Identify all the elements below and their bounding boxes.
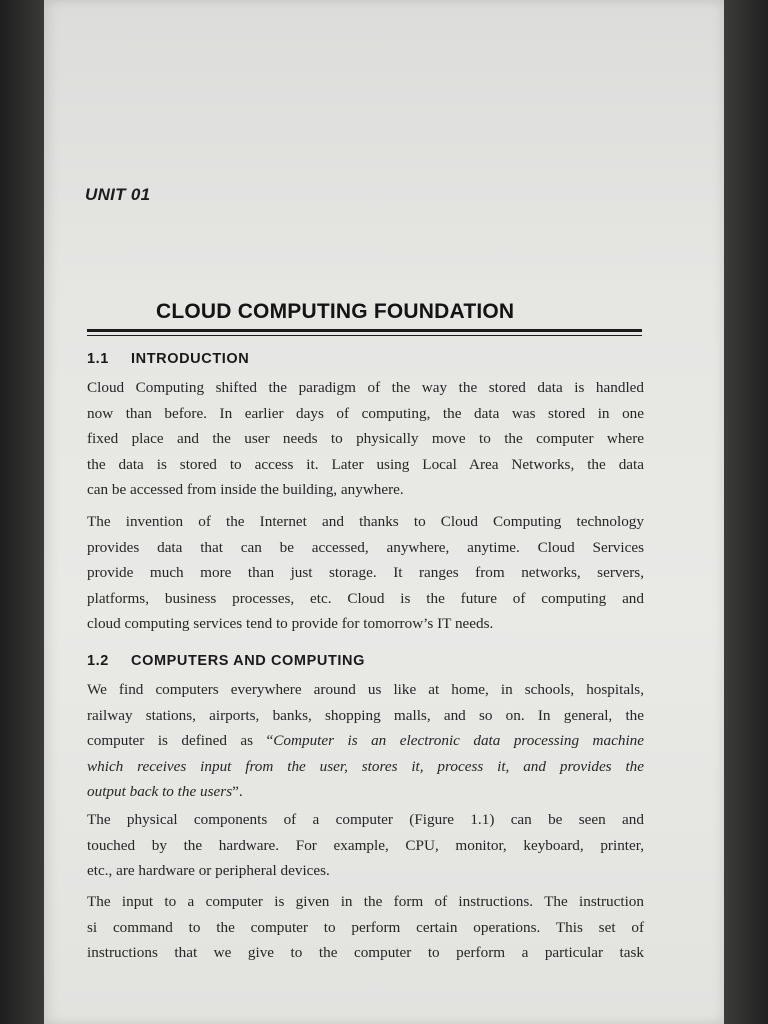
chapter-title: CLOUD COMPUTING FOUNDATION	[156, 300, 515, 323]
text-line	[87, 754, 644, 780]
text-line	[87, 728, 644, 754]
section-title: COMPUTERS AND COMPUTING	[131, 653, 365, 669]
text-line: The invention of the Internet and thanks to Cloud Computing technology	[87, 513, 644, 530]
title-rule-thick	[87, 329, 642, 332]
section-number: 1.2	[87, 653, 109, 669]
text-line: The input to a computer is given in the form of instructions. The instruction	[87, 893, 644, 910]
text-plain: ”.	[232, 783, 243, 801]
text-line: Cloud Computing shifted the paradigm of the way the stored data is handled	[87, 379, 644, 396]
text-line: touched by the hardware. For example, CPU, monitor, keyboard, printer,	[87, 836, 644, 854]
section-heading-introduction	[87, 351, 249, 367]
book-page	[44, 0, 724, 1024]
text-line: instructions that we give to the computer to perform a particular task	[87, 944, 644, 962]
text-line: the data is stored to access it. Later using Local Area Networks, the data	[87, 455, 644, 473]
text-line: The physical components of a computer (Figure 1.1) can be seen and	[87, 811, 644, 828]
paragraph-introduction-2	[87, 509, 644, 637]
text-line: now than before. In earlier days of computing, the data was stored in one	[87, 404, 644, 422]
paragraph-computers-2	[87, 807, 644, 884]
text-line: provides data that can be accessed, anywhere, anytime. Cloud Services	[87, 538, 644, 556]
text-line: fixed place and the user needs to physically move to the computer where	[87, 430, 644, 448]
text-line: cloud computing services tend to provide for tomorrow’s IT needs.	[87, 615, 494, 633]
definition-quote: output back to the users	[87, 783, 233, 801]
text-line: We find computers everywhere around us like at home, in schools, hospitals,	[87, 681, 644, 698]
text-plain: computer is defined as “	[87, 732, 274, 750]
section-heading-computers	[87, 653, 365, 669]
title-rule-thin	[87, 335, 642, 336]
left-background	[0, 0, 44, 1024]
text-line	[87, 779, 644, 805]
section-title: INTRODUCTION	[131, 351, 250, 367]
text-line: can be accessed from inside the building, anywhere.	[87, 481, 404, 499]
text-line: provide much more than just storage. It ranges from networks, servers,	[87, 564, 644, 582]
paragraph-computers-1	[87, 677, 644, 805]
definition-quote: which receives input from the user, stores it, process it, and provides the	[87, 757, 644, 775]
paragraph-introduction-1	[87, 375, 644, 503]
definition-quote: Computer is an electronic data processing machine	[273, 732, 644, 750]
section-number: 1.1	[87, 351, 109, 367]
paragraph-computers-3	[87, 889, 644, 966]
text-line: etc., are hardware or peripheral devices.	[87, 862, 330, 880]
text-line: si command to the computer to perform certain operations. This set of	[87, 918, 644, 936]
text-line: platforms, business processes, etc. Cloud is the future of computing and	[87, 589, 644, 607]
unit-label: UNIT 01	[85, 185, 151, 204]
right-background	[724, 0, 768, 1024]
text-line: railway stations, airports, banks, shopping malls, and so on. In general, the	[87, 706, 644, 724]
